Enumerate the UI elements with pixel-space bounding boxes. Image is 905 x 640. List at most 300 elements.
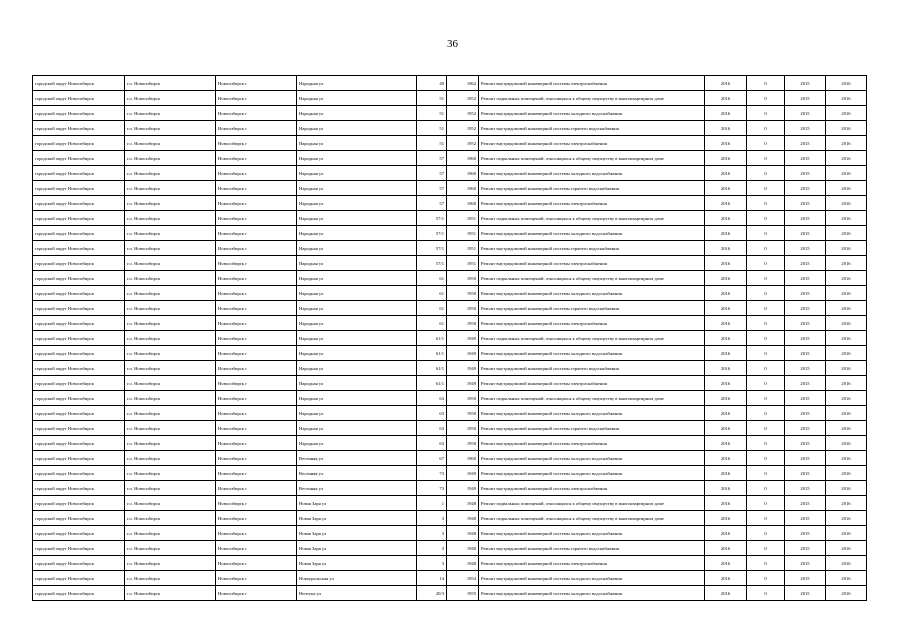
end-year-cell: 2016 (826, 301, 867, 316)
street-cell: Народная ул (297, 316, 417, 331)
table-row (33, 406, 867, 421)
plan-year-cell: 2016 (705, 481, 747, 496)
house-number-cell: 57 (417, 166, 447, 181)
house-number-cell: 3 (417, 541, 447, 556)
street-cell: Нептуна ул (297, 586, 417, 601)
start-year-cell: 2015 (785, 496, 826, 511)
street-cell: Весенняя ул (297, 466, 417, 481)
table-row (33, 376, 867, 391)
district-cell: городской округ Новосибирск (33, 436, 125, 451)
flag-cell: 0 (747, 571, 785, 586)
district-cell: городской округ Новосибирск (33, 466, 125, 481)
district-cell: городской округ Новосибирск (33, 286, 125, 301)
end-year-cell: 2016 (826, 151, 867, 166)
build-year-cell: 1949 (447, 346, 479, 361)
city-cell: Новосибирск г (216, 556, 297, 571)
work-type-cell: Ремонт внутридомовой инженерной системы холодного водоснабжения (479, 226, 705, 241)
city-cell: Новосибирск г (216, 526, 297, 541)
district-cell: городской округ Новосибирск (33, 481, 125, 496)
plan-year-cell: 2016 (705, 421, 747, 436)
street-cell: Народная ул (297, 436, 417, 451)
flag-cell: 0 (747, 421, 785, 436)
build-year-cell: 1951 (447, 256, 479, 271)
district-cell: городской округ Новосибирск (33, 301, 125, 316)
end-year-cell: 2016 (826, 436, 867, 451)
build-year-cell: 1952 (447, 91, 479, 106)
flag-cell: 0 (747, 151, 785, 166)
flag-cell: 0 (747, 526, 785, 541)
municipality-cell: г.о. Новосибирск (125, 451, 216, 466)
work-type-cell: Ремонт подвальных помещений, относящихся к общему имуществу в многоквартирном доме (479, 151, 705, 166)
end-year-cell: 2016 (826, 541, 867, 556)
flag-cell: 0 (747, 346, 785, 361)
build-year-cell: 1948 (447, 496, 479, 511)
district-cell: городской округ Новосибирск (33, 586, 125, 601)
work-type-cell: Ремонт внутридомовой инженерной системы холодного водоснабжения (479, 586, 705, 601)
table-row (33, 211, 867, 226)
city-cell: Новосибирск г (216, 91, 297, 106)
flag-cell: 0 (747, 331, 785, 346)
city-cell: Новосибирск г (216, 271, 297, 286)
district-cell: городской округ Новосибирск (33, 511, 125, 526)
flag-cell: 0 (747, 181, 785, 196)
plan-year-cell: 2016 (705, 121, 747, 136)
table-row (33, 196, 867, 211)
district-cell: городской округ Новосибирск (33, 271, 125, 286)
table-row (33, 226, 867, 241)
work-type-cell: Ремонт внутридомовой инженерной системы электроснабжения (479, 481, 705, 496)
plan-year-cell: 2016 (705, 331, 747, 346)
start-year-cell: 2015 (785, 331, 826, 346)
start-year-cell: 2015 (785, 556, 826, 571)
work-type-cell: Ремонт внутридомовой инженерной системы горячего водоснабжения (479, 121, 705, 136)
build-year-cell: 1960 (447, 151, 479, 166)
end-year-cell: 2016 (826, 271, 867, 286)
table-row (33, 181, 867, 196)
house-number-cell: 73 (417, 481, 447, 496)
work-type-cell: Ремонт подвальных помещений, относящихся к общему имуществу в многоквартирном доме (479, 271, 705, 286)
work-type-cell: Ремонт внутридомовой инженерной системы электроснабжения (479, 556, 705, 571)
city-cell: Новосибирск г (216, 151, 297, 166)
table-row (33, 271, 867, 286)
flag-cell: 0 (747, 586, 785, 601)
build-year-cell: 1960 (447, 181, 479, 196)
city-cell: Новосибирск г (216, 436, 297, 451)
plan-year-cell: 2016 (705, 451, 747, 466)
work-type-cell: Ремонт внутридомовой инженерной системы электроснабжения (479, 136, 705, 151)
plan-year-cell: 2016 (705, 241, 747, 256)
start-year-cell: 2015 (785, 166, 826, 181)
end-year-cell: 2016 (826, 511, 867, 526)
build-year-cell: 1950 (447, 436, 479, 451)
house-number-cell: 57/1 (417, 241, 447, 256)
table-body (33, 76, 867, 601)
flag-cell: 0 (747, 451, 785, 466)
work-type-cell: Ремонт внутридомовой инженерной системы горячего водоснабжения (479, 301, 705, 316)
flag-cell: 0 (747, 541, 785, 556)
municipality-cell: г.о. Новосибирск (125, 271, 216, 286)
district-cell: городской округ Новосибирск (33, 451, 125, 466)
street-cell: Народная ул (297, 106, 417, 121)
city-cell: Новосибирск г (216, 466, 297, 481)
end-year-cell: 2016 (826, 496, 867, 511)
municipality-cell: г.о. Новосибирск (125, 151, 216, 166)
district-cell: городской округ Новосибирск (33, 181, 125, 196)
start-year-cell: 2015 (785, 286, 826, 301)
street-cell: Народная ул (297, 301, 417, 316)
flag-cell: 0 (747, 361, 785, 376)
city-cell: Новосибирск г (216, 481, 297, 496)
start-year-cell: 2015 (785, 571, 826, 586)
house-number-cell: 1 (417, 496, 447, 511)
table-row (33, 106, 867, 121)
flag-cell: 0 (747, 511, 785, 526)
flag-cell: 0 (747, 241, 785, 256)
table-row (33, 481, 867, 496)
table-row (33, 136, 867, 151)
build-year-cell: 1952 (447, 106, 479, 121)
end-year-cell: 2016 (826, 406, 867, 421)
start-year-cell: 2015 (785, 436, 826, 451)
plan-year-cell: 2016 (705, 556, 747, 571)
end-year-cell: 2016 (826, 586, 867, 601)
plan-year-cell: 2016 (705, 271, 747, 286)
start-year-cell: 2015 (785, 526, 826, 541)
table-row (33, 466, 867, 481)
street-cell: Народная ул (297, 121, 417, 136)
start-year-cell: 2015 (785, 91, 826, 106)
street-cell: Народная ул (297, 136, 417, 151)
end-year-cell: 2016 (826, 181, 867, 196)
district-cell: городской округ Новосибирск (33, 571, 125, 586)
street-cell: Народная ул (297, 361, 417, 376)
end-year-cell: 2016 (826, 76, 867, 91)
end-year-cell: 2016 (826, 256, 867, 271)
table-row (33, 586, 867, 601)
flag-cell: 0 (747, 211, 785, 226)
municipality-cell: г.о. Новосибирск (125, 91, 216, 106)
house-number-cell: 51 (417, 91, 447, 106)
municipality-cell: г.о. Новосибирск (125, 466, 216, 481)
work-type-cell: Ремонт внутридомовой инженерной системы горячего водоснабжения (479, 421, 705, 436)
work-type-cell: Ремонт внутридомовой инженерной системы горячего водоснабжения (479, 241, 705, 256)
street-cell: Народная ул (297, 331, 417, 346)
district-cell: городской округ Новосибирск (33, 121, 125, 136)
repair-registry-table (32, 75, 867, 601)
end-year-cell: 2016 (826, 451, 867, 466)
street-cell: Народная ул (297, 406, 417, 421)
end-year-cell: 2016 (826, 421, 867, 436)
district-cell: городской округ Новосибирск (33, 196, 125, 211)
plan-year-cell: 2016 (705, 466, 747, 481)
start-year-cell: 2015 (785, 241, 826, 256)
work-type-cell: Ремонт подвальных помещений, относящихся к общему имуществу в многоквартирном доме (479, 511, 705, 526)
flag-cell: 0 (747, 286, 785, 301)
street-cell: Народная ул (297, 166, 417, 181)
district-cell: городской округ Новосибирск (33, 211, 125, 226)
end-year-cell: 2016 (826, 391, 867, 406)
build-year-cell: 1948 (447, 556, 479, 571)
flag-cell: 0 (747, 226, 785, 241)
page-number: 36 (447, 38, 458, 50)
work-type-cell: Ремонт внутридомовой инженерной системы электроснабжения (479, 256, 705, 271)
municipality-cell: г.о. Новосибирск (125, 301, 216, 316)
plan-year-cell: 2016 (705, 391, 747, 406)
plan-year-cell: 2016 (705, 541, 747, 556)
build-year-cell: 1950 (447, 301, 479, 316)
municipality-cell: г.о. Новосибирск (125, 376, 216, 391)
street-cell: Новая Заря ул (297, 496, 417, 511)
work-type-cell: Ремонт внутридомовой инженерной системы электроснабжения (479, 76, 705, 91)
district-cell: городской округ Новосибирск (33, 241, 125, 256)
flag-cell: 0 (747, 91, 785, 106)
work-type-cell: Ремонт внутридомовой инженерной системы электроснабжения (479, 316, 705, 331)
house-number-cell: 51 (417, 121, 447, 136)
end-year-cell: 2016 (826, 331, 867, 346)
plan-year-cell: 2016 (705, 226, 747, 241)
build-year-cell: 1951 (447, 211, 479, 226)
work-type-cell: Ремонт подвальных помещений, относящихся к общему имуществу в многоквартирном доме (479, 211, 705, 226)
house-number-cell: 61 (417, 286, 447, 301)
city-cell: Новосибирск г (216, 331, 297, 346)
street-cell: Народная ул (297, 241, 417, 256)
house-number-cell: 63 (417, 391, 447, 406)
table-row (33, 421, 867, 436)
house-number-cell: 20/3 (417, 586, 447, 601)
work-type-cell: Ремонт внутридомовой инженерной системы горячего водоснабжения (479, 181, 705, 196)
build-year-cell: 1960 (447, 196, 479, 211)
district-cell: городской округ Новосибирск (33, 421, 125, 436)
house-number-cell: 57/1 (417, 226, 447, 241)
municipality-cell: г.о. Новосибирск (125, 361, 216, 376)
city-cell: Новосибирск г (216, 346, 297, 361)
city-cell: Новосибирск г (216, 376, 297, 391)
plan-year-cell: 2016 (705, 166, 747, 181)
work-type-cell: Ремонт подвальных помещений, относящихся к общему имуществу в многоквартирном доме (479, 331, 705, 346)
end-year-cell: 2016 (826, 571, 867, 586)
municipality-cell: г.о. Новосибирск (125, 211, 216, 226)
plan-year-cell: 2016 (705, 586, 747, 601)
city-cell: Новосибирск г (216, 421, 297, 436)
house-number-cell: 61/1 (417, 346, 447, 361)
start-year-cell: 2015 (785, 451, 826, 466)
municipality-cell: г.о. Новосибирск (125, 586, 216, 601)
start-year-cell: 2015 (785, 181, 826, 196)
plan-year-cell: 2016 (705, 436, 747, 451)
municipality-cell: г.о. Новосибирск (125, 391, 216, 406)
district-cell: городской округ Новосибирск (33, 76, 125, 91)
district-cell: городской округ Новосибирск (33, 406, 125, 421)
start-year-cell: 2015 (785, 271, 826, 286)
table-row (33, 556, 867, 571)
work-type-cell: Ремонт внутридомовой инженерной системы электроснабжения (479, 376, 705, 391)
city-cell: Новосибирск г (216, 361, 297, 376)
district-cell: городской округ Новосибирск (33, 496, 125, 511)
city-cell: Новосибирск г (216, 256, 297, 271)
street-cell: Народная ул (297, 211, 417, 226)
build-year-cell: 1960 (447, 166, 479, 181)
table-row (33, 166, 867, 181)
street-cell: Народная ул (297, 226, 417, 241)
house-number-cell: 61/1 (417, 361, 447, 376)
city-cell: Новосибирск г (216, 496, 297, 511)
plan-year-cell: 2016 (705, 181, 747, 196)
flag-cell: 0 (747, 301, 785, 316)
table-row (33, 526, 867, 541)
house-number-cell: 57 (417, 196, 447, 211)
build-year-cell: 1950 (447, 406, 479, 421)
district-cell: городской округ Новосибирск (33, 526, 125, 541)
end-year-cell: 2016 (826, 556, 867, 571)
city-cell: Новосибирск г (216, 451, 297, 466)
flag-cell: 0 (747, 136, 785, 151)
plan-year-cell: 2016 (705, 361, 747, 376)
municipality-cell: г.о. Новосибирск (125, 166, 216, 181)
plan-year-cell: 2016 (705, 376, 747, 391)
end-year-cell: 2016 (826, 466, 867, 481)
end-year-cell: 2016 (826, 526, 867, 541)
house-number-cell: 57/1 (417, 256, 447, 271)
street-cell: Весенняя ул (297, 451, 417, 466)
build-year-cell: 1950 (447, 286, 479, 301)
house-number-cell: 14 (417, 571, 447, 586)
work-type-cell: Ремонт внутридомовой инженерной системы горячего водоснабжения (479, 361, 705, 376)
flag-cell: 0 (747, 196, 785, 211)
start-year-cell: 2015 (785, 406, 826, 421)
flag-cell: 0 (747, 106, 785, 121)
start-year-cell: 2015 (785, 466, 826, 481)
work-type-cell: Ремонт внутридомовой инженерной системы холодного водоснабжения (479, 406, 705, 421)
house-number-cell: 3 (417, 556, 447, 571)
table-row (33, 286, 867, 301)
flag-cell: 0 (747, 436, 785, 451)
end-year-cell: 2016 (826, 166, 867, 181)
flag-cell: 0 (747, 121, 785, 136)
flag-cell: 0 (747, 556, 785, 571)
start-year-cell: 2015 (785, 481, 826, 496)
flag-cell: 0 (747, 316, 785, 331)
street-cell: Народная ул (297, 256, 417, 271)
municipality-cell: г.о. Новосибирск (125, 481, 216, 496)
house-number-cell: 63 (417, 436, 447, 451)
municipality-cell: г.о. Новосибирск (125, 256, 216, 271)
table-row (33, 76, 867, 91)
municipality-cell: г.о. Новосибирск (125, 436, 216, 451)
plan-year-cell: 2016 (705, 346, 747, 361)
end-year-cell: 2016 (826, 226, 867, 241)
street-cell: Народная ул (297, 346, 417, 361)
street-cell: Народная ул (297, 376, 417, 391)
start-year-cell: 2015 (785, 391, 826, 406)
city-cell: Новосибирск г (216, 511, 297, 526)
city-cell: Новосибирск г (216, 406, 297, 421)
flag-cell: 0 (747, 76, 785, 91)
district-cell: городской округ Новосибирск (33, 166, 125, 181)
build-year-cell: 1960 (447, 451, 479, 466)
municipality-cell: г.о. Новосибирск (125, 511, 216, 526)
flag-cell: 0 (747, 466, 785, 481)
house-number-cell: 67 (417, 451, 447, 466)
build-year-cell: 1950 (447, 316, 479, 331)
table-row (33, 361, 867, 376)
house-number-cell: 63 (417, 406, 447, 421)
flag-cell: 0 (747, 271, 785, 286)
build-year-cell: 1952 (447, 136, 479, 151)
flag-cell: 0 (747, 481, 785, 496)
municipality-cell: г.о. Новосибирск (125, 136, 216, 151)
table-row (33, 496, 867, 511)
municipality-cell: г.о. Новосибирск (125, 121, 216, 136)
city-cell: Новосибирск г (216, 586, 297, 601)
build-year-cell: 1950 (447, 391, 479, 406)
municipality-cell: г.о. Новосибирск (125, 556, 216, 571)
table-row (33, 301, 867, 316)
start-year-cell: 2015 (785, 316, 826, 331)
plan-year-cell: 2016 (705, 151, 747, 166)
municipality-cell: г.о. Новосибирск (125, 226, 216, 241)
start-year-cell: 2015 (785, 256, 826, 271)
plan-year-cell: 2016 (705, 406, 747, 421)
city-cell: Новосибирск г (216, 106, 297, 121)
build-year-cell: 1949 (447, 481, 479, 496)
plan-year-cell: 2016 (705, 286, 747, 301)
street-cell: Народная ул (297, 271, 417, 286)
build-year-cell: 1949 (447, 376, 479, 391)
district-cell: городской округ Новосибирск (33, 316, 125, 331)
city-cell: Новосибирск г (216, 76, 297, 91)
district-cell: городской округ Новосибирск (33, 361, 125, 376)
municipality-cell: г.о. Новосибирск (125, 316, 216, 331)
street-cell: Новая Заря ул (297, 526, 417, 541)
district-cell: городской округ Новосибирск (33, 556, 125, 571)
house-number-cell: 57 (417, 181, 447, 196)
build-year-cell: 1951 (447, 241, 479, 256)
plan-year-cell: 2016 (705, 256, 747, 271)
table-row (33, 121, 867, 136)
district-cell: городской округ Новосибирск (33, 136, 125, 151)
build-year-cell: 1954 (447, 571, 479, 586)
city-cell: Новосибирск г (216, 226, 297, 241)
municipality-cell: г.о. Новосибирск (125, 76, 216, 91)
table-row (33, 316, 867, 331)
city-cell: Новосибирск г (216, 301, 297, 316)
district-cell: городской округ Новосибирск (33, 391, 125, 406)
work-type-cell: Ремонт внутридомовой инженерной системы электроснабжения (479, 436, 705, 451)
flag-cell: 0 (747, 376, 785, 391)
work-type-cell: Ремонт внутридомовой инженерной системы холодного водоснабжения (479, 466, 705, 481)
street-cell: Новая Заря ул (297, 541, 417, 556)
house-number-cell: 49 (417, 76, 447, 91)
work-type-cell: Ремонт внутридомовой инженерной системы холодного водоснабжения (479, 286, 705, 301)
start-year-cell: 2015 (785, 136, 826, 151)
start-year-cell: 2015 (785, 541, 826, 556)
build-year-cell: 1952 (447, 121, 479, 136)
city-cell: Новосибирск г (216, 181, 297, 196)
street-cell: Народная ул (297, 391, 417, 406)
house-number-cell: 61/1 (417, 376, 447, 391)
plan-year-cell: 2016 (705, 136, 747, 151)
flag-cell: 0 (747, 496, 785, 511)
table-row (33, 451, 867, 466)
flag-cell: 0 (747, 256, 785, 271)
street-cell: Новая Заря ул (297, 511, 417, 526)
street-cell: Весенняя ул (297, 481, 417, 496)
plan-year-cell: 2016 (705, 571, 747, 586)
build-year-cell: 1955 (447, 586, 479, 601)
start-year-cell: 2015 (785, 586, 826, 601)
house-number-cell: 63 (417, 421, 447, 436)
plan-year-cell: 2016 (705, 196, 747, 211)
